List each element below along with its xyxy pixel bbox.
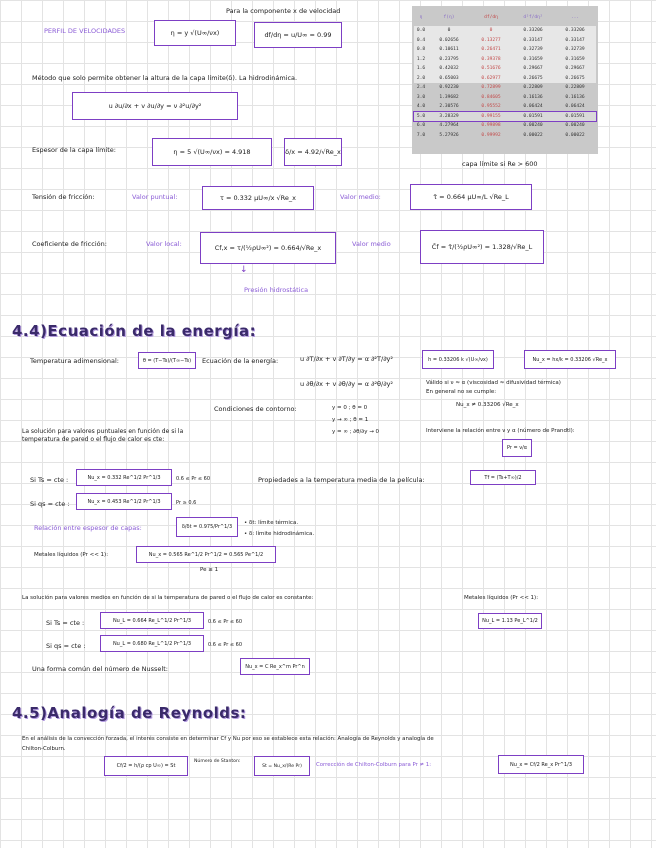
down-arrow-icon: ↓ bbox=[240, 265, 248, 275]
film-equation-box: Tf = (Ts+T∞)/2 bbox=[470, 470, 536, 485]
stanton-label: Número de Stanton: bbox=[194, 759, 241, 764]
bc-1: y = 0 ; θ = 0 bbox=[332, 405, 368, 411]
energy-heading: 4.4)Ecuación de la energía: bbox=[12, 322, 257, 340]
h-equation-box: h = 0.33206 k √(U∞/νx) bbox=[422, 350, 494, 369]
common-label: Una forma común del número de Nusselt: bbox=[32, 665, 168, 673]
energy-eq-line2: u ∂θ/∂x + v ∂θ/∂y = α ∂²θ/∂y² bbox=[300, 380, 394, 388]
table-row: 4.0 2.30576 0.95552 0.06424 0.06424 bbox=[416, 104, 585, 110]
relation-note: Interviene la relación entre ν y α (número de Prandtl): bbox=[426, 428, 575, 434]
reynolds-equation-box: Cf/2 = h/(ρ cp U∞) = St bbox=[104, 756, 188, 776]
chilton-label: Corrección de Chilton-Colburn para Pr ≠ 1: bbox=[316, 762, 432, 768]
punctual-equation-box: τ = 0.332 μU∞/x √Re_x bbox=[202, 186, 314, 210]
relation-equation-box: δ/δt = 0.975/Pr^1/3 bbox=[176, 517, 238, 537]
velocity-profile-label: PERFIL DE VELOCIDADES bbox=[44, 27, 126, 35]
table-row: 2.0 0.65003 0.62977 0.26675 0.26675 bbox=[414, 74, 596, 84]
mean-tension-label: Valor medio: bbox=[340, 193, 381, 201]
nu-equation-box: Nu_x = hx/k = 0.33206 √Re_x bbox=[524, 350, 616, 369]
metals-sub: Pe ≥ 1 bbox=[200, 567, 219, 573]
table-row: 3.0 1.39682 0.84605 0.16136 0.16136 bbox=[416, 94, 585, 100]
tension-label: Tensión de fricción: bbox=[32, 193, 95, 201]
local-solution-text: La solución para valores puntuales en función de si la temperatura de pared o el flujo de calor es cte: bbox=[22, 428, 184, 443]
valid-note: Válido si ν ≈ α (viscosidad ≈ difusividad térmica) bbox=[426, 380, 561, 386]
film-label: Propiedades a la temperatura media de la película: bbox=[258, 476, 425, 484]
energy-eq-label: Ecuación de la energía: bbox=[202, 357, 279, 365]
relation-note-2: • δ: límite hidrodinámica. bbox=[244, 531, 315, 537]
reynolds-text-1: En el análisis de la convección forzada, el interés consiste en determinar Cf y Nu por eso se establece esta relación: Analogía de Reynolds y analogía de bbox=[22, 736, 434, 742]
pressure-note: Presión hidrostática bbox=[244, 286, 309, 294]
ts2-label: Si Ts = cte : bbox=[46, 619, 85, 627]
energy-eq-line1: u ∂T/∂x + v ∂T/∂y = α ∂²T/∂y² bbox=[300, 355, 394, 363]
nu-general: Nu_x ≠ 0.33206 √Re_x bbox=[456, 402, 519, 408]
table-row: 5.0 3.28329 0.99155 0.01591 0.01591 bbox=[414, 112, 596, 122]
metals2-label: Metales líquidos (Pr << 1): bbox=[464, 595, 539, 601]
thickness-eta-box: η = 5 √(U∞/νx) = 4.918 bbox=[152, 138, 272, 166]
temp-label: Temperatura adimensional: bbox=[30, 357, 120, 365]
table-row: 6.0 4.27964 0.99898 0.00240 0.00240 bbox=[416, 123, 585, 129]
thickness-label: Espesor de la capa límite: bbox=[32, 146, 116, 154]
ts-label: Si Ts = cte : bbox=[30, 476, 69, 484]
reynolds-text-2: Chilton-Colburn. bbox=[22, 746, 66, 752]
metals2-equation-box: Nu_L = 1.13 Pe_L^1/2 bbox=[478, 613, 542, 629]
valid-note-2: En general no se cumple: bbox=[426, 389, 497, 395]
mean-tension-box: τ̄ = 0.664 μU∞/L √Re_L bbox=[410, 184, 532, 210]
qs2-label: Si qs = cte : bbox=[46, 642, 86, 650]
thickness-ratio-box: δ/x = 4.92/√Re_x bbox=[284, 138, 342, 166]
punctual-label: Valor puntual: bbox=[132, 193, 178, 201]
ts-equation-box: Nu_x = 0.332 Re^1/2 Pr^1/3 bbox=[76, 469, 172, 486]
reynolds-heading: 4.5)Analogía de Reynolds: bbox=[12, 704, 247, 722]
qs-equation-box: Nu_x = 0.453 Re^1/2 Pr^1/3 bbox=[76, 493, 172, 510]
prandtl-box: Pr = ν/α bbox=[502, 439, 532, 457]
relation-label: Relación entre espesor de capas: bbox=[34, 524, 142, 532]
table-row: 0.0 0 0 0.33206 0.33206 bbox=[414, 26, 596, 36]
deta-equation-box: df/dη = u/U∞ = 0.99 bbox=[254, 22, 342, 48]
qs-range: Pr ≥ 0.6 bbox=[176, 500, 197, 506]
ts-range: 0.6 ≤ Pr ≤ 60 bbox=[176, 476, 211, 482]
metals-equation-box: Nu_x = 0.565 Re^1/2 Pr^1/2 = 0.565 Pe^1/2 bbox=[136, 546, 276, 563]
ts2-equation-box: Nu_L = 0.664 Re_L^1/2 Pr^1/3 bbox=[100, 612, 204, 629]
table-caption: capa límite si Re > 600 bbox=[462, 160, 538, 168]
table-row: 0.8 0.10611 0.26471 0.32739 0.32739 bbox=[414, 45, 596, 55]
method-text: Método que solo permite obtener la altura de la capa límite(δ). La hidrodinámica. bbox=[32, 74, 298, 82]
bc-label: Condiciones de contorno: bbox=[214, 405, 297, 413]
mean-coef-label: Valor medio bbox=[352, 240, 391, 248]
eta-definition-box: η = y √(U∞/νx) bbox=[154, 20, 236, 46]
relation-note-1: • δt: límite térmica. bbox=[244, 520, 299, 526]
momentum-equation-box: u ∂u/∂x + v ∂u/∂y = ν ∂²u/∂y² bbox=[72, 92, 238, 120]
common-equation-box: Nu_x = C Re_x^m Pr^n bbox=[240, 658, 310, 675]
local-coef-label: Valor local: bbox=[146, 240, 182, 248]
qs2-range: 0.6 ≤ Pr ≤ 60 bbox=[208, 642, 243, 648]
qs-label: Si qs = cte : bbox=[30, 500, 70, 508]
qs2-equation-box: Nu_L = 0.680 Re_L^1/2 Pr^1/3 bbox=[100, 635, 204, 652]
table-header: η f(η) df/dη d²f/dη² ... bbox=[419, 14, 580, 20]
bc-2: y → ∞ ; θ = 1 bbox=[332, 417, 369, 423]
blasius-solution-table bbox=[412, 6, 598, 154]
component-note: Para la componente x de velocidad bbox=[226, 7, 341, 15]
mean-coef-box: C̄f = τ̄/(½ρU∞²) = 1.328/√Re_L bbox=[420, 230, 544, 264]
stanton-equation-box: St = Nu_x/(Re Pr) bbox=[254, 756, 310, 776]
table-row: 1.2 0.23795 0.39378 0.31659 0.31659 bbox=[414, 55, 596, 65]
table-row: 1.6 0.42032 0.51676 0.29667 0.29667 bbox=[414, 64, 596, 74]
chilton-equation-box: Nu_x = Cf/2 Re_x Pr^1/3 bbox=[498, 755, 584, 774]
table-row: 7.0 5.27926 0.99992 0.00022 0.00022 bbox=[416, 132, 585, 138]
bc-3: y = ∞ ; ∂θ/∂y → 0 bbox=[332, 429, 380, 435]
metals-label: Metales líquidos (Pr << 1): bbox=[34, 552, 109, 558]
table-row: 0.4 0.02656 0.13277 0.33147 0.33147 bbox=[414, 36, 596, 46]
local-coef-box: Cf,x = τ/(½ρU∞²) = 0.664/√Re_x bbox=[200, 232, 336, 264]
table-row: 2.4 0.92230 0.72899 0.22809 0.22809 bbox=[416, 85, 585, 91]
coef-label: Coeficiente de fricción: bbox=[32, 240, 107, 248]
ts2-range: 0.6 ≤ Pr ≤ 60 bbox=[208, 619, 243, 625]
temp-equation-box: θ = (T−Ts)/(T∞−Ts) bbox=[138, 352, 196, 369]
mean-solution-text: La solución para valores medios en función de si la temperatura de pared o el flujo de calor es constante: bbox=[22, 595, 314, 601]
